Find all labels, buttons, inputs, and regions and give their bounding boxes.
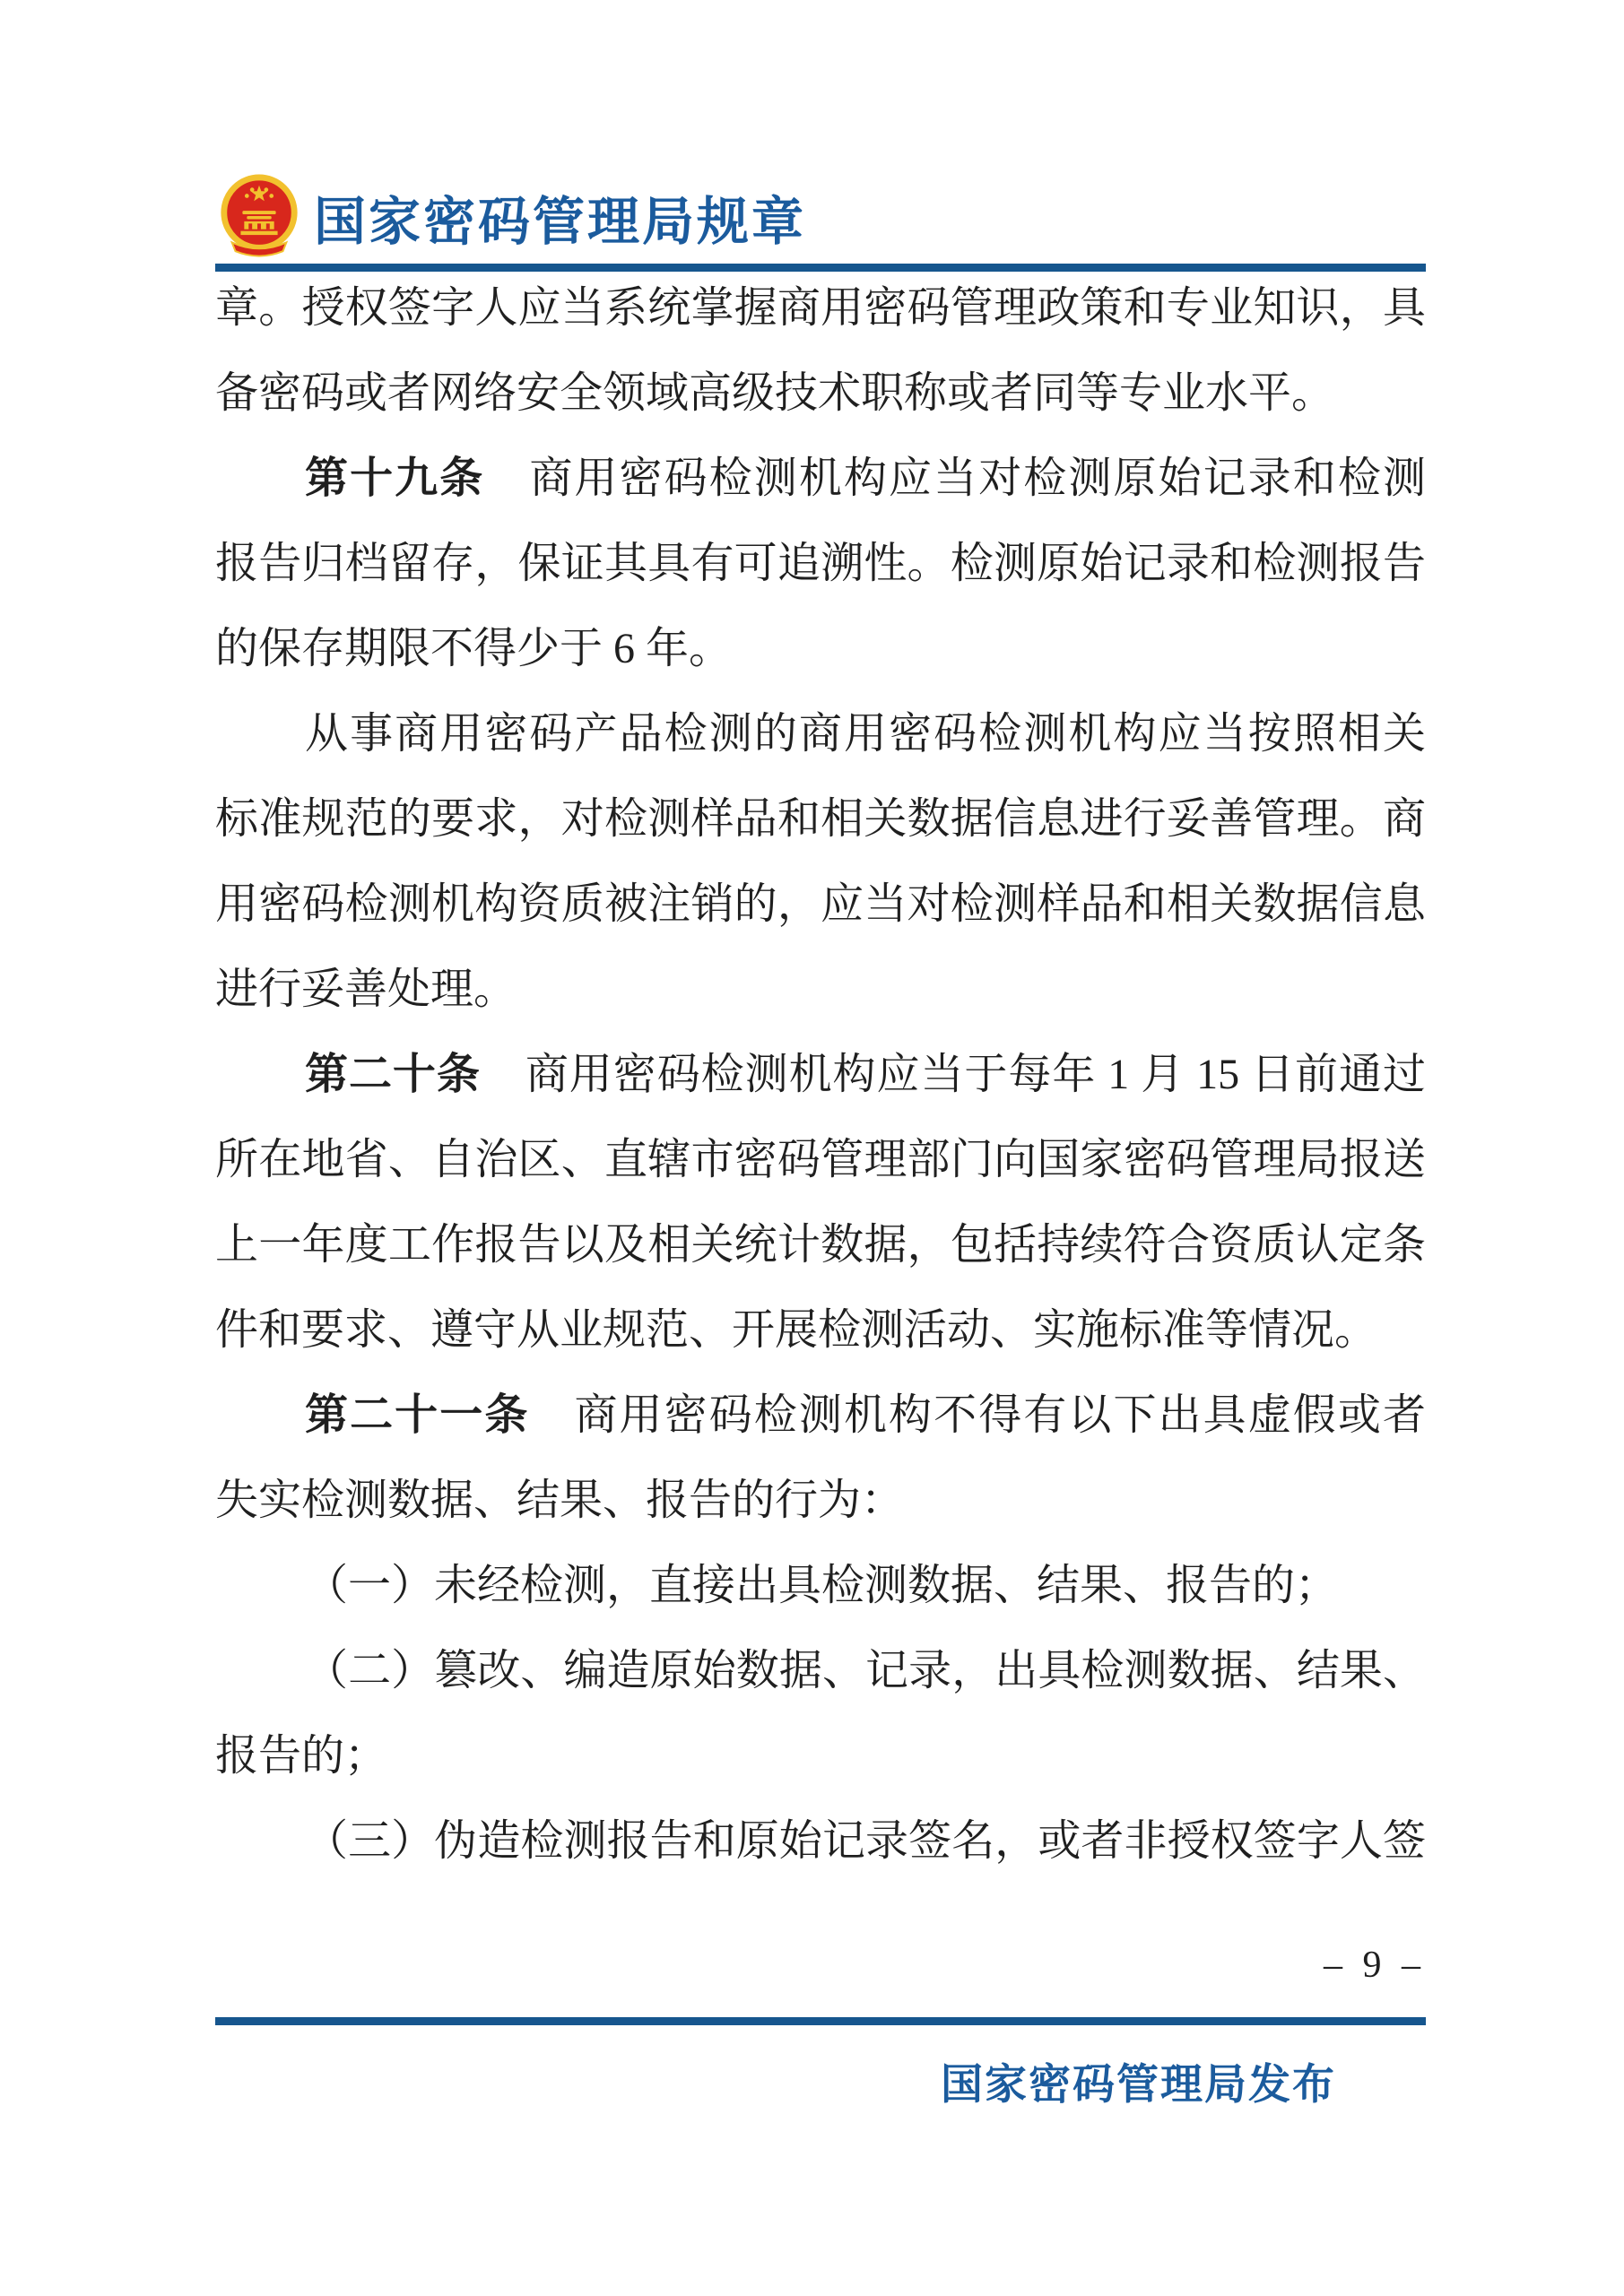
page-number: – 9 – [1324, 1945, 1426, 1986]
page-header [215, 170, 1426, 264]
body-line: 标准规范的要求，对检测样品和相关数据信息进行妥善管理。商 [215, 795, 1426, 843]
body-line: 报告的； [215, 1732, 388, 1780]
page-title: 国家密码管理局规章 [314, 193, 807, 251]
body-line: （一）未经检测，直接出具检测数据、结果、报告的； [305, 1562, 1339, 1609]
body-line: 用密码检测机构资质被注销的，应当对检测样品和相关数据信息 [215, 880, 1426, 928]
body-line: 进行妥善处理。 [215, 966, 517, 1013]
body-line: 上一年度工作报告以及相关统计数据，包括持续符合资质认定条 [215, 1221, 1426, 1269]
publisher-text: 国家密码管理局发布 [941, 2062, 1336, 2109]
national-emblem-icon [215, 172, 303, 262]
body-line: 的保存期限不得少于 6 年。 [215, 625, 733, 672]
body-line: 从事商用密码产品检测的商用密码检测机构应当按照相关 [305, 710, 1426, 758]
article-number: 第十九条 [305, 455, 485, 502]
body-line: 报告归档留存，保证其具有可追溯性。检测原始记录和检测报告 [215, 540, 1426, 587]
body-line: 所在地省、自治区、直辖市密码管理部门向国家密码管理局报送 [215, 1136, 1426, 1183]
body-line: 第二十一条 商用密码检测机构不得有以下出具虚假或者 [305, 1391, 1426, 1439]
body-line: （三）伪造检测报告和原始记录签名，或者非授权签字人签 [305, 1817, 1426, 1865]
body-line: 第二十条 商用密码检测机构应当于每年 1 月 15 日前通过 [305, 1051, 1426, 1098]
body-line: 件和要求、遵守从业规范、开展检测活动、实施标准等情况。 [215, 1306, 1378, 1354]
body-line: 失实检测数据、结果、报告的行为： [215, 1477, 905, 1524]
footer-rule [215, 2017, 1426, 2025]
body-line: 第十九条 商用密码检测机构应当对检测原始记录和检测 [305, 455, 1426, 502]
article-number: 第二十条 [305, 1051, 481, 1098]
article-number: 第二十一条 [305, 1391, 530, 1439]
body-line: 章。授权签字人应当系统掌握商用密码管理政策和专业知识，具 [215, 284, 1426, 332]
body-line: （二）篡改、编造原始数据、记录，出具检测数据、结果、 [305, 1647, 1426, 1694]
body-line: 备密码或者网络安全领域高级技术职称或者同等专业水平。 [215, 369, 1335, 417]
document-body [215, 265, 1426, 1884]
